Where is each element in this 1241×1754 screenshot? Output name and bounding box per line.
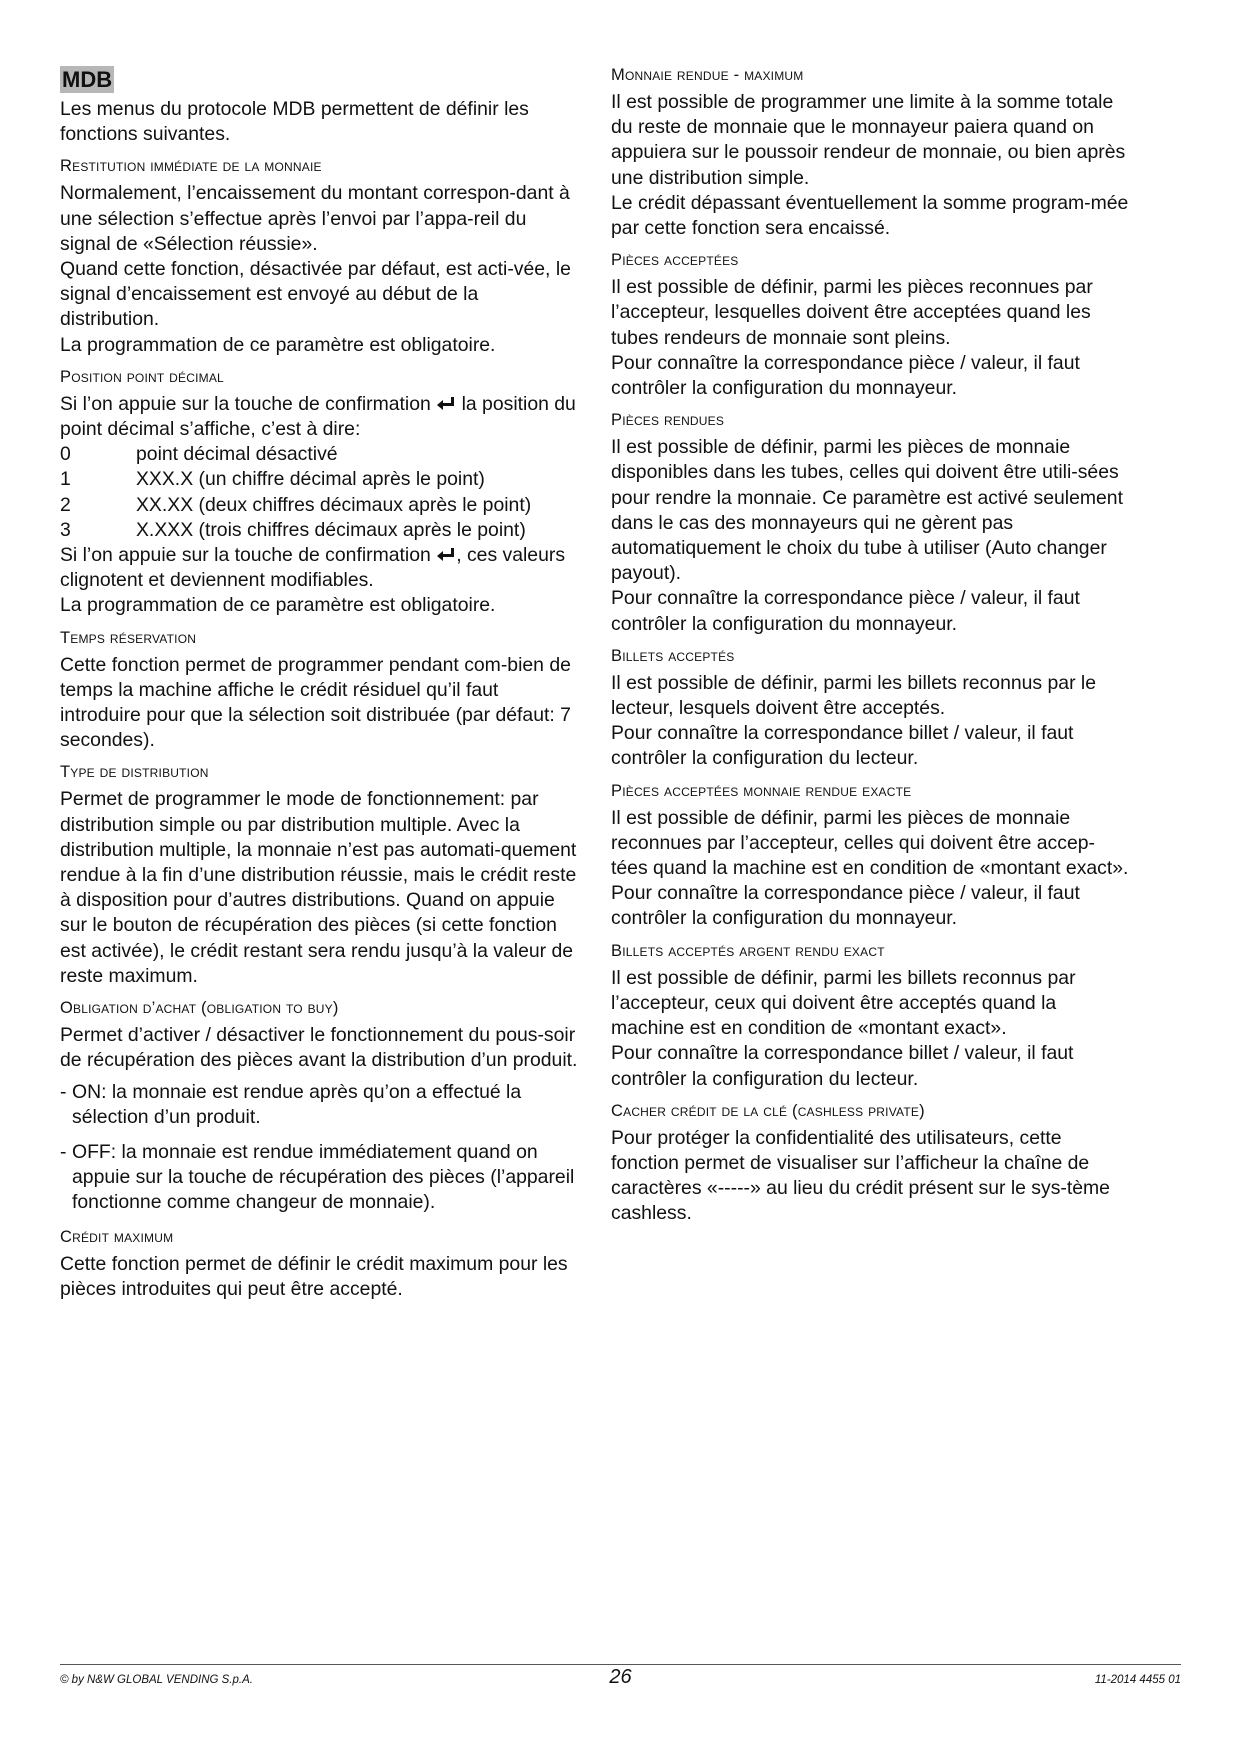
enter-key-icon <box>436 546 456 564</box>
obligation-p1: Permet d’activer / désactiver le fonctionnement du pous-soir de récupération des pièces avant la distribution d’un produit. <box>60 1024 578 1072</box>
heading-cacher: Cacher crédit de la clé (cashless private) <box>611 1101 925 1120</box>
list-item: - OFF: la monnaie est rendue immédiatement quand on appuie sur la touche de récupération des pièces (l’appareil fonctionne comme changeur de monnaie). <box>60 1140 580 1216</box>
heading-billets-acceptes: Billets acceptés <box>611 646 735 665</box>
page-number: 26 <box>609 1666 632 1688</box>
heading-credit: Crédit maximum <box>60 1227 174 1246</box>
table-row <box>60 467 580 492</box>
section-title: MDB <box>62 67 113 92</box>
position-p2-before: Si l’on appuie sur la touche de confirmation <box>60 544 437 567</box>
heading-obligation: Obligation d’achat (obligation to buy) <box>60 999 339 1018</box>
billets-acceptes-p1: Il est possible de définir, parmi les billets reconnus par le lecteur, lesquels doivent être acceptés. <box>611 671 1097 720</box>
heading-pieces-rendues: Pièces rendues <box>611 411 725 430</box>
type-p1: Permet de programmer le mode de fonctionnement: par distribution simple ou par distribution multiple. Avec la distribution multiple, la monnaie n’est pas automati-quement rendue à la fin d’une distribution réussie, mais le crédit reste à disposition pour d’autres distributions. Quand on appuie sur le bouton de récupération des pièces (si cette fonction est activée), le crédit restant sera rendu jusqu’à la valeur de reste maximum. <box>60 788 577 987</box>
table-value: X.XXX (trois chiffres décimaux après le point) <box>136 518 526 541</box>
pieces-exacte-p1: Il est possible de définir, parmi les pièces de monnaie reconnues par l’accepteur, celles qui doivent être accep-tées quand la machine est en condition de «montant exact». <box>611 806 1129 880</box>
position-p3: La programmation de ce paramètre est obligatoire. <box>60 594 496 617</box>
table-row <box>60 493 580 518</box>
decimal-table <box>60 442 580 543</box>
footer-copyright: © by N&W GLOBAL VENDING S.p.A. <box>60 1674 253 1686</box>
credit-p1: Cette fonction permet de définir le crédit maximum pour les pièces introduites qui peut être accepté. <box>60 1252 568 1300</box>
table-row <box>60 442 580 467</box>
position-p1 <box>60 392 580 442</box>
position-p1-before: Si l’on appuie sur la touche de confirmation <box>60 392 437 415</box>
monnaie-max-p1: Il est possible de programmer une limite à la somme totale du reste de monnaie que le monnayeur paiera quand on appuiera sur le poussoir rendeur de monnaie, ou bien après une distribution simple. <box>611 91 1126 189</box>
document-code: 11-2014 4455 01 <box>1094 1674 1181 1686</box>
pieces-rendues-p2: Pour connaître la correspondance pièce / valeur, il faut contrôler la configuration du monnayeur. <box>611 587 1080 635</box>
pieces-exacte-p2: Pour connaître la correspondance pièce / valeur, il faut contrôler la configuration du monnayeur. <box>611 882 1080 930</box>
position-p2-after: , ces valeurs clignotent et deviennent modifiables. <box>60 544 566 592</box>
heading-pieces-exacte: Pièces acceptées monnaie rendue exacte <box>611 781 912 800</box>
heading-billets-exact: Billets acceptés argent rendu exact <box>611 941 885 960</box>
table-row <box>60 518 580 543</box>
pieces-acceptees-p1: Il est possible de définir, parmi les pièces reconnues par l’accepteur, lesquelles doivent être acceptées quand les tubes rendeurs de monnaie sont pleins. <box>611 276 1093 349</box>
table-key: 2 <box>60 493 71 516</box>
heading-pieces-acceptees: Pièces acceptées <box>611 251 739 270</box>
page-footer <box>60 1664 1181 1694</box>
list-item: - ON: la monnaie est rendue après qu’on a effectué la sélection d’un produit. <box>60 1080 580 1130</box>
bullet-on: ON: la monnaie est rendue après qu’on a effectué la sélection d’un produit. <box>72 1080 522 1128</box>
intro-text: Les menus du protocole MDB permettent de définir les fonctions suivantes. <box>60 98 529 146</box>
table-key: 1 <box>60 468 71 491</box>
temps-p1: Cette fonction permet de programmer pendant com-bien de temps la machine affiche le crédit résiduel qu’il faut introduire pour que la sélection soit distribuée (par défaut: 7 secondes). <box>60 653 571 752</box>
billets-exact-p1: Il est possible de définir, parmi les billets reconnus par l’accepteur, ceux qui doivent être acceptés quand la machine est en condition de «montant exact». <box>611 966 1076 1040</box>
pieces-rendues-p1: Il est possible de définir, parmi les pièces de monnaie disponibles dans les tubes, celles qui doivent être utili-sées pour rendre la monnaie. Ce paramètre est activé seulement dans le cas des monnayeurs qui ne gèrent pas automatiquement le choix du tube à utiliser (Auto changer payout). <box>611 436 1123 585</box>
table-value: point décimal désactivé <box>136 443 338 466</box>
heading-restitution: Restitution immédiate de la monnaie <box>60 157 322 176</box>
pieces-acceptees-p2: Pour connaître la correspondance pièce / valeur, il faut contrôler la configuration du monnayeur. <box>611 351 1080 400</box>
position-p1-after: la position du point décimal s’affiche, c’est à dire: <box>60 392 576 441</box>
restitution-p3: La programmation de ce paramètre est obligatoire. <box>60 333 496 356</box>
heading-type: Type de distribution <box>60 763 209 782</box>
heading-position: Position point décimal <box>60 367 224 386</box>
cacher-p1: Pour protéger la confidentialité des utilisateurs, cette fonction permet de visualiser sur l’afficheur la chaîne de caractères «-----» au lieu du crédit présent sur le sys-tème cashless. <box>611 1126 1110 1225</box>
bullet-off: OFF: la monnaie est rendue immédiatement quand on appuie sur la touche de récupération des pièces (l’appareil fonctionne comme changeur de monnaie). <box>72 1140 575 1214</box>
billets-exact-p2: Pour connaître la correspondance billet / valeur, il faut contrôler la configuration du lecteur. <box>611 1042 1074 1090</box>
heading-temps: Temps réservation <box>60 628 197 647</box>
position-p2 <box>60 543 580 593</box>
table-value: XX.XX (deux chiffres décimaux après le point) <box>136 493 532 516</box>
enter-key-icon <box>436 395 456 413</box>
restitution-p2: Quand cette fonction, désactivée par défaut, est acti-vée, le signal d’encaissement est envoyé au début de la distribution. <box>60 258 571 331</box>
table-value: XXX.X (un chiffre décimal après le point) <box>136 468 485 491</box>
table-key: 0 <box>60 443 71 466</box>
table-key: 3 <box>60 518 71 541</box>
heading-monnaie-max: Monnaie rendue - maximum <box>611 66 804 84</box>
restitution-p1: Normalement, l’encaissement du montant correspon-dant à une sélection s’effectue après l’envoi par l’appa-reil du signal de «Sélection réussie». <box>60 182 570 255</box>
monnaie-max-p2: Le crédit dépassant éventuellement la somme program-mée par cette fonction sera encaissé. <box>611 191 1129 240</box>
billets-acceptes-p2: Pour connaître la correspondance billet / valeur, il faut contrôler la configuration du lecteur. <box>611 722 1074 770</box>
left-column <box>60 64 580 1302</box>
right-column <box>611 64 1131 1227</box>
